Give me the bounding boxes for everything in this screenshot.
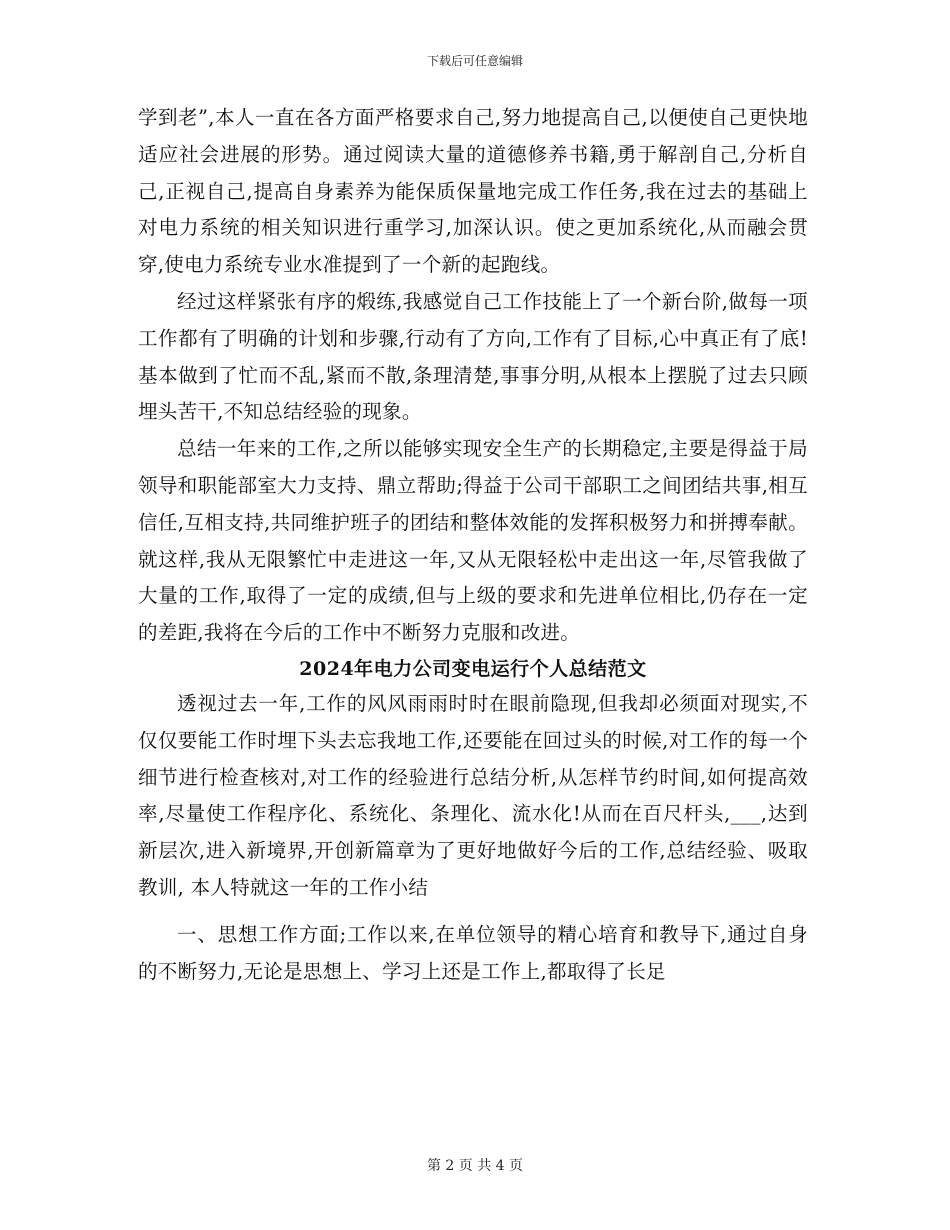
- paragraph-continuation: 学到老”,本人一直在各方面严格要求自己,努力地提高自己,以便使自己更快地适应社会进展的形势。通过阅读大量的道德修养书籍,勇于解剖自己,分析自己,正视自己,提高自身素养为能保质保量地完成工作任务,我在过去的基础上对电力系统的相关知识进行重学习,加深认识。使之更加系统化,从而融会贯穿,使电力系统专业水准提到了一个新的起跑线。: [138, 106, 808, 277]
- paragraph-thought-work: 一、思想工作方面;工作以来,在单位领导的精心培育和教导下,通过自身的不断努力,无论是思想上、学习上还是工作上,都取得了长足: [138, 922, 808, 983]
- section-title: 2024年电力公司变电运行个人总结范文: [299, 657, 647, 680]
- page-header-note: 下载后可任意编辑: [426, 54, 523, 68]
- document-body: [138, 100, 808, 990]
- paragraph-review: 透视过去一年,工作的风风雨雨时时在眼前隐现,但我却必须面对现实,不仅仅要能工作时埋下头去忘我地工作,还要能在回过头的时候,对工作的每一个细节进行检查核对,对工作的经验进行总结分析,从怎样节约时间,如何提高效率,尽量使工作程序化、系统化、条理化、流水化!从而在百尺杆头,___,达到新层次,进入新境界,开创新篇章为了更好地做好今后的工作,总结经验、吸取教训, 本人特就这一年的工作小结: [138, 691, 808, 899]
- paragraph-summary: 总结一年来的工作,之所以能够实现安全生产的长期稳定,主要是得益于局领导和职能部室大力支持、鼎立帮助;得益于公司干部职工之间团结共事,相互信任,互相支持,共同维护班子的团结和整体效能的发挥积极努力和拼搏奉献。就这样,我从无限繁忙中走进这一年,又从无限轻松中走出这一年,尽管我做了大量的工作,取得了一定的成绩,但与上级的要求和先进单位相比,仍存在一定的差距,我将在今后的工作中不断努力克服和改进。: [138, 437, 808, 645]
- paragraph-skills: 经过这样紧张有序的煅练,我感觉自己工作技能上了一个新台阶,做每一项工作都有了明确的计划和步骤,行动有了方向,工作有了目标,心中真正有了底!基本做到了忙而不乱,紧而不散,条理清楚,事事分明,从根本上摆脱了过去只顾埋头苦干,不知总结经验的现象。: [138, 289, 808, 424]
- page-number: 第 2 页 共 4 页: [426, 1158, 524, 1174]
